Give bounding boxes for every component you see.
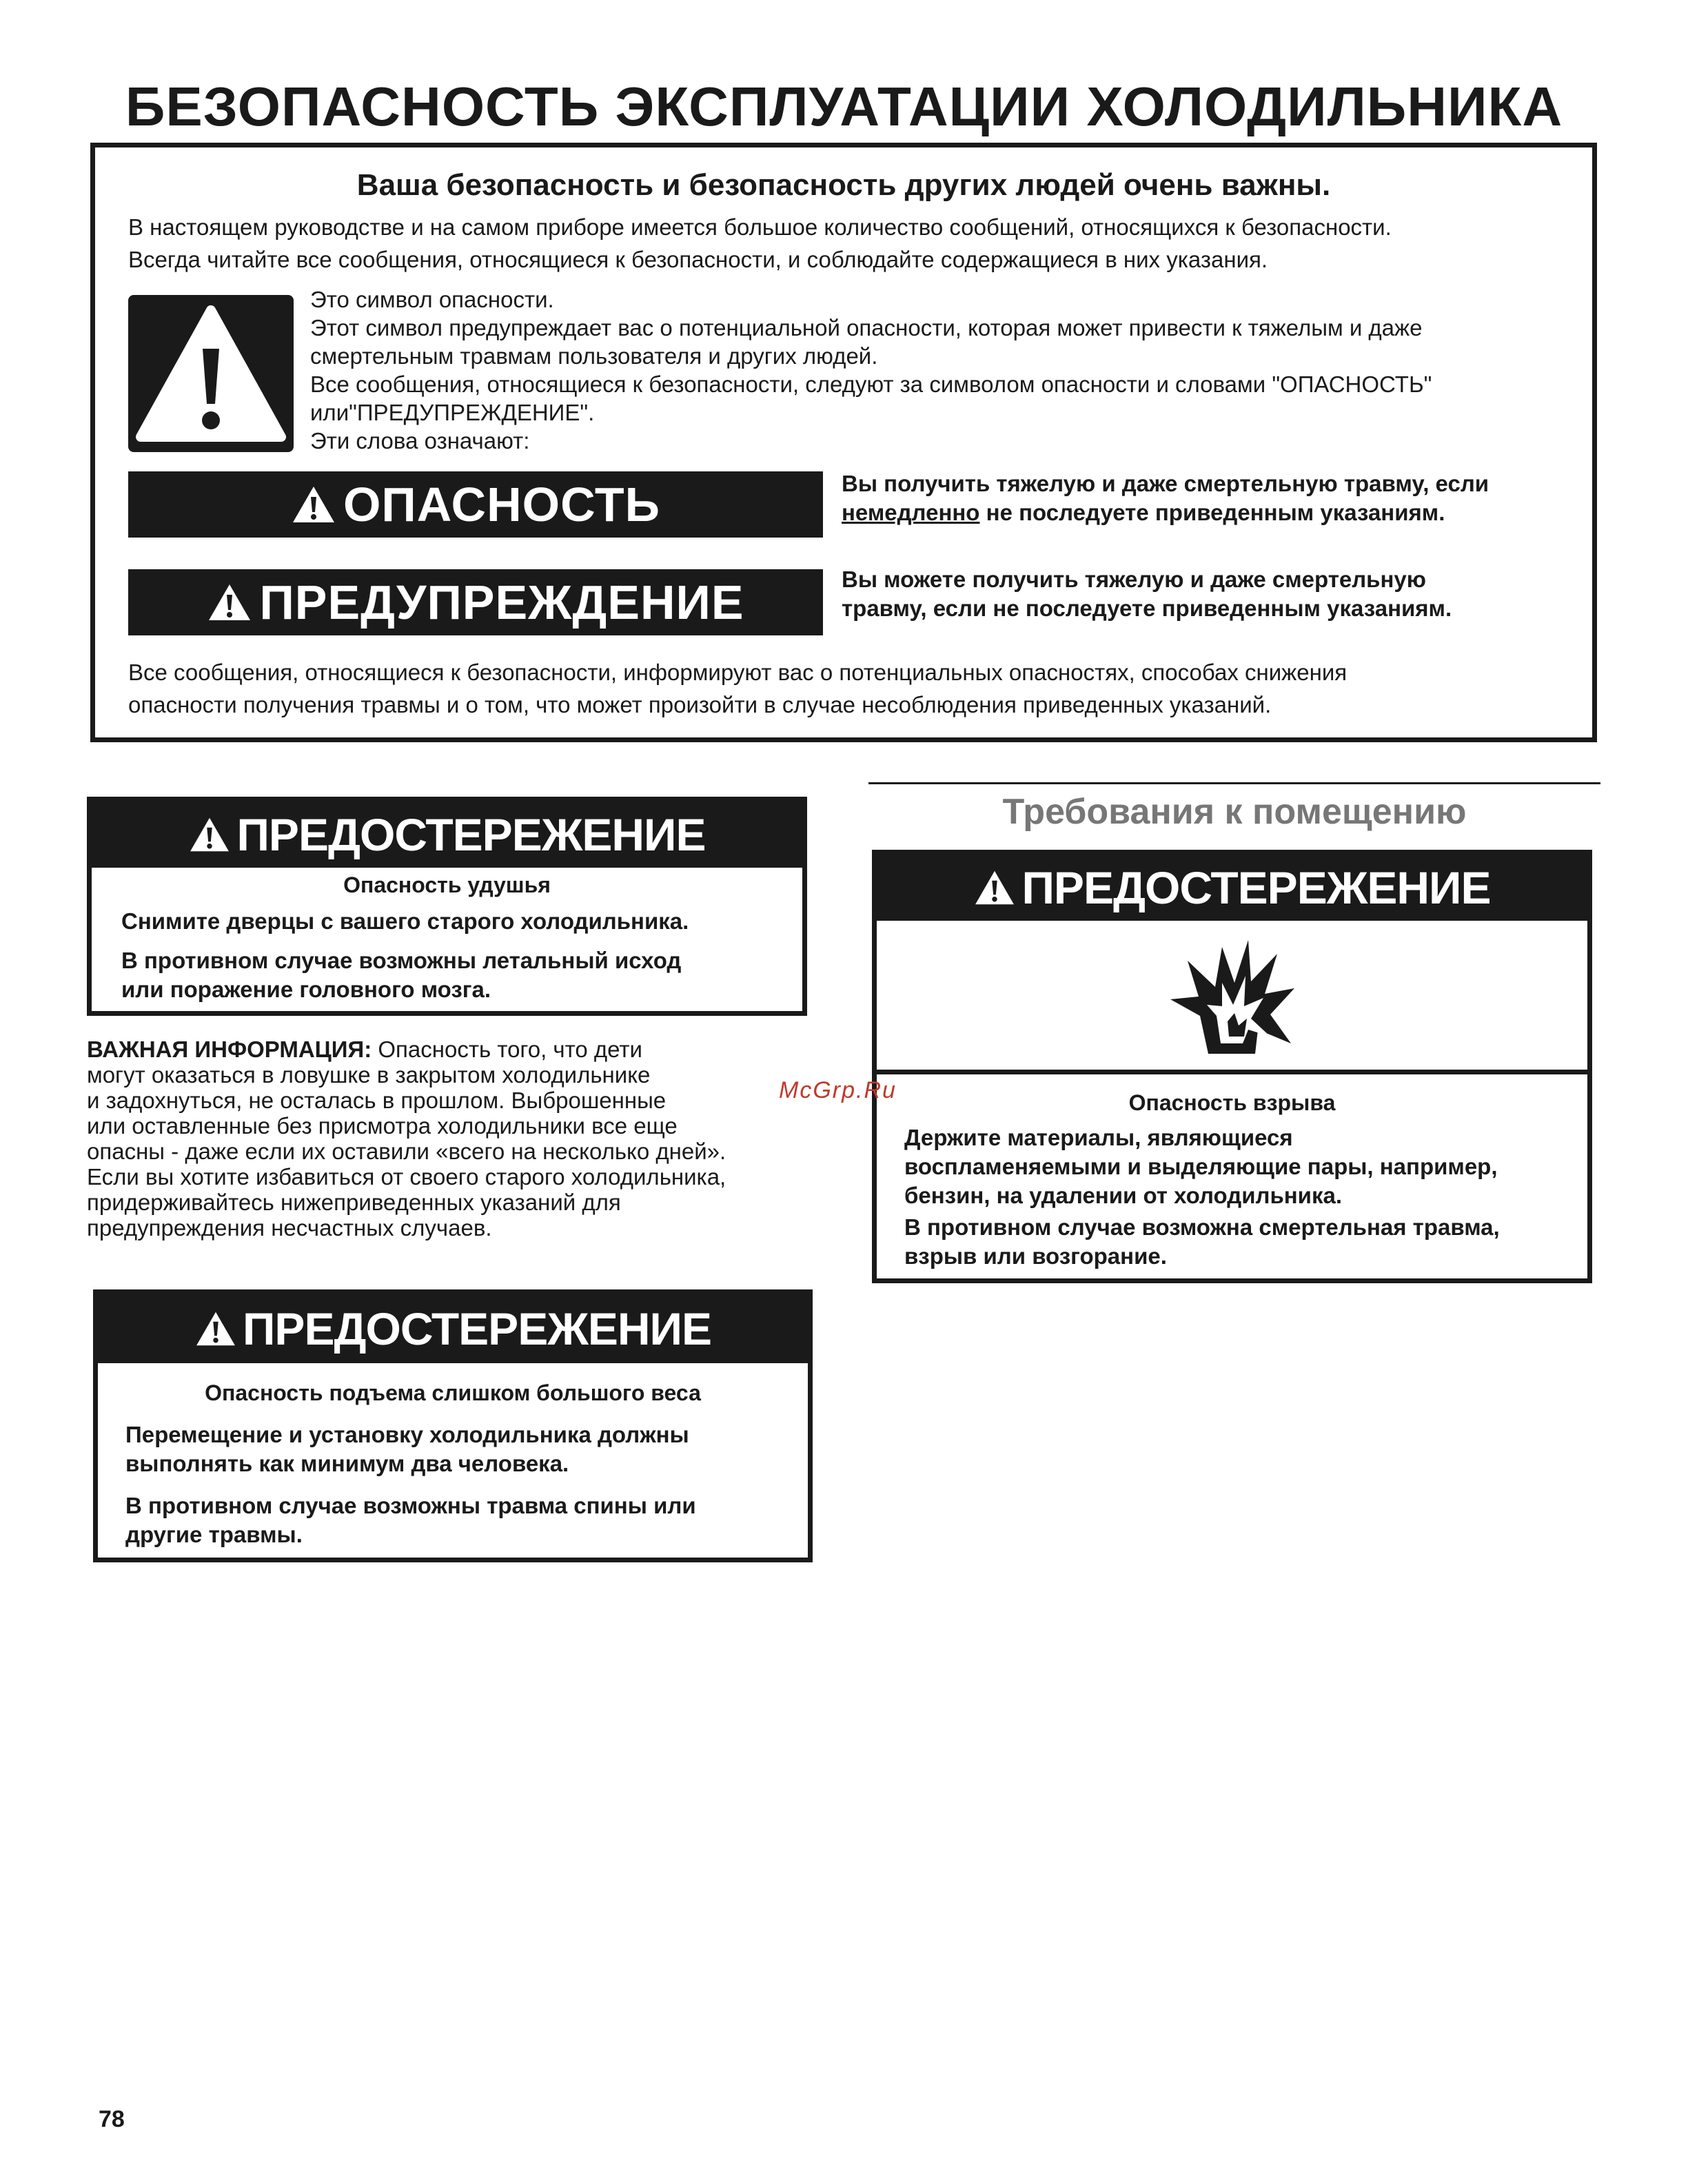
caution-label: ПРЕДОСТЕРЕЖЕНИЕ xyxy=(236,809,706,860)
caution-text-line: В противном случае возможна смертельная травма, xyxy=(904,1214,1500,1240)
watermark: McGrp.Ru xyxy=(779,1077,897,1103)
info-line-text: Опасность того, что дети xyxy=(378,1037,642,1062)
warning-signal-bar xyxy=(128,569,823,635)
warning-triangle-icon xyxy=(291,484,336,524)
danger-description xyxy=(842,469,1579,527)
caution-explosion-box xyxy=(872,850,1592,1283)
warning-triangle-icon xyxy=(194,1310,237,1347)
safety-info-box xyxy=(90,143,1597,742)
warning-desc-line: травму, если не последуете приведенным указаниям. xyxy=(842,595,1452,621)
danger-label: ОПАСНОСТЬ xyxy=(343,478,660,531)
caution-text xyxy=(904,1213,1500,1271)
section-divider xyxy=(868,782,1600,784)
intro-line: Всегда читайте все сообщения, относящиеся к безопасности, и соблюдайте содержащиеся в них указания. xyxy=(128,247,1268,272)
symbol-line: Эти слова означают: xyxy=(310,428,530,453)
caution-suffocation-box xyxy=(87,797,807,1016)
warning-description xyxy=(842,565,1579,623)
caution-label: ПРЕДОСТЕРЕЖЕНИЕ xyxy=(1021,862,1491,913)
caution-title: Опасность удушья xyxy=(343,872,551,897)
info-line: или оставленные без присмотра холодильники все еще xyxy=(87,1113,678,1139)
caution-text xyxy=(125,1420,689,1478)
caution-text xyxy=(125,1491,696,1549)
warning-triangle-icon xyxy=(973,869,1016,906)
caution-text-line: выполнять как минимум два человека. xyxy=(125,1451,569,1476)
info-line: Если вы хотите избавиться от своего старого холодильника, xyxy=(87,1164,726,1190)
explosion-pictogram-area xyxy=(877,921,1587,1074)
warning-triangle-icon xyxy=(207,582,252,622)
caution-text-line: В противном случае возможны летальный исход xyxy=(121,948,682,973)
caution-text: Снимите дверцы с вашего старого холодильника. xyxy=(121,908,689,934)
symbol-line: Этот символ предупреждает вас о потенциальной опасности, которая может привести к тяжелым и даже xyxy=(310,315,1423,340)
footer-line: опасности получения травмы и о том, что может произойти в случае несоблюдения приведенных указаний. xyxy=(128,692,1272,717)
symbol-line: или"ПРЕДУПРЕЖДЕНИЕ". xyxy=(310,400,595,425)
danger-emphasis: немедленно xyxy=(842,500,980,525)
symbol-line: смертельным травмам пользователя и других людей. xyxy=(310,343,878,369)
caution-text-line: бензин, на удалении от холодильника. xyxy=(904,1183,1342,1208)
caution-title: Опасность взрыва xyxy=(1128,1090,1336,1115)
caution-header xyxy=(92,802,802,868)
safety-alert-symbol xyxy=(128,295,294,452)
info-line: предупреждения несчастных случаев. xyxy=(87,1215,492,1241)
info-line: могут оказаться в ловушке в закрытом холодильнике xyxy=(87,1062,651,1088)
warning-triangle-icon xyxy=(128,295,294,452)
caution-label: ПРЕДОСТЕРЕЖЕНИЕ xyxy=(242,1303,712,1354)
warning-desc-line: Вы можете получить тяжелую и даже смертельную xyxy=(842,567,1426,592)
safety-footer xyxy=(128,656,1589,721)
warning-label: ПРЕДУПРЕЖДЕНИЕ xyxy=(259,575,744,629)
symbol-line: Все сообщения, относящиеся к безопасности, следуют за символом опасности и словами "ОПАСНОСТЬ" xyxy=(310,371,1432,397)
safety-symbol-explanation xyxy=(310,285,1585,455)
info-line: и задохнуться, не осталась в прошлом. Выброшенные xyxy=(87,1088,667,1113)
caution-text-line: или поражение головного мозга. xyxy=(121,977,491,1002)
caution-text xyxy=(121,946,681,1004)
danger-desc-rest: не последуете приведенным указаниям. xyxy=(986,500,1445,525)
danger-desc-line: Вы получить тяжелую и даже смертельную травму, если xyxy=(842,471,1489,496)
warning-triangle-icon xyxy=(188,816,231,853)
caution-text-line: воспламеняемыми и выделяющие пары, например, xyxy=(904,1154,1498,1179)
important-info-label: ВАЖНАЯ ИНФОРМАЦИЯ: xyxy=(87,1037,372,1062)
caution-text-line: взрыв или возгорание. xyxy=(904,1243,1167,1269)
caution-text-line: В противном случае возможны травма спины или xyxy=(125,1493,696,1518)
caution-text-line: другие травмы. xyxy=(125,1522,303,1547)
caution-text-line: Держите материалы, являющиеся xyxy=(904,1125,1293,1150)
intro-line: В настоящем руководстве и на самом приборе имеется большое количество сообщений, относящихся к безопасности. xyxy=(128,214,1392,240)
caution-text-line: Перемещение и установку холодильника должны xyxy=(125,1422,689,1447)
caution-weight-box xyxy=(93,1289,813,1562)
page-number: 78 xyxy=(99,2106,125,2132)
important-info-paragraph xyxy=(87,1037,824,1241)
info-line xyxy=(87,1037,824,1062)
info-line: придерживайтесь нижеприведенных указаний для xyxy=(87,1190,621,1215)
caution-text xyxy=(904,1123,1498,1210)
room-requirements-title: Требования к помещению xyxy=(1002,792,1467,832)
footer-line: Все сообщения, относящиеся к безопасности, информируют вас о потенциальных опасностях, способах снижения xyxy=(128,660,1348,685)
page-title: БЕЗОПАСНОСТЬ ЭКСПЛУАТАЦИИ ХОЛОДИЛЬНИКА xyxy=(125,76,1563,137)
danger-desc-line xyxy=(842,498,1579,527)
info-line: опасны - даже если их оставили «всего на несколько дней». xyxy=(87,1139,726,1164)
symbol-line: Это символ опасности. xyxy=(310,287,554,312)
caution-header xyxy=(98,1294,808,1363)
safety-heading: Ваша безопасность и безопасность других людей очень важны. xyxy=(356,168,1331,202)
safety-intro xyxy=(128,211,1576,276)
caution-title: Опасность подъема слишком большого веса xyxy=(205,1380,701,1405)
caution-header xyxy=(877,855,1587,921)
danger-signal-bar xyxy=(128,471,823,538)
explosion-icon xyxy=(1167,933,1298,1057)
